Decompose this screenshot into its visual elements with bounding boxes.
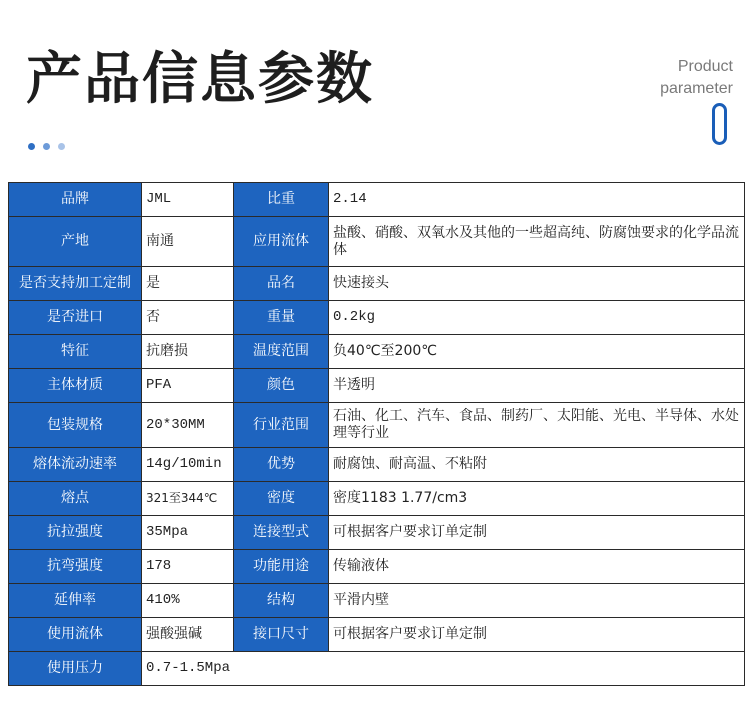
label-structure: 结构 [234,584,329,618]
value-melt-flow-rate: 14g/10min [142,448,234,482]
value-elongation: 410% [142,584,234,618]
label-temperature-range: 温度范围 [234,335,329,369]
table-row [9,482,745,516]
label-operating-pressure: 使用压力 [9,652,142,686]
label-industry-range: 行业范围 [234,403,329,448]
label-customization: 是否支持加工定制 [9,267,142,301]
page-title: 产品信息参数 [26,47,374,112]
value-operating-pressure: 0.7-1.5Mpa [142,652,745,686]
spec-table [8,182,745,686]
label-port-size: 接口尺寸 [234,618,329,652]
subtitle-line-1: Product [677,58,733,75]
value-advantage: 耐腐蚀、耐高温、不粘附 [329,448,745,482]
label-imported: 是否进口 [9,301,142,335]
table-row [9,550,745,584]
label-connection-type: 连接型式 [234,516,329,550]
value-operating-fluid: 强酸强碱 [142,618,234,652]
table-row [9,183,745,217]
value-flexural-strength: 178 [142,550,234,584]
value-melting-point: 321至344℃ [142,482,234,516]
value-weight: 0.2kg [329,301,745,335]
label-tensile-strength: 抗拉强度 [9,516,142,550]
table-row [9,369,745,403]
value-material: PFA [142,369,234,403]
label-feature: 特征 [9,335,142,369]
label-function: 功能用途 [234,550,329,584]
label-specific-gravity: 比重 [234,183,329,217]
label-origin: 产地 [9,217,142,267]
dot-3 [58,143,65,150]
subtitle-line-2: parameter [660,80,733,97]
value-function: 传输液体 [329,550,745,584]
table-row [9,267,745,301]
table-row [9,217,745,267]
value-structure: 平滑内壁 [329,584,745,618]
table-row [9,448,745,482]
label-melting-point: 熔点 [9,482,142,516]
label-operating-fluid: 使用流体 [9,618,142,652]
value-color: 半透明 [329,369,745,403]
value-feature: 抗磨损 [142,335,234,369]
table-row [9,403,745,448]
table-row [9,584,745,618]
value-application-fluid: 盐酸、硝酸、双氧水及其他的一些超高纯、防腐蚀要求的化学品流体 [329,217,745,267]
label-color: 颜色 [234,369,329,403]
label-weight: 重量 [234,301,329,335]
label-application-fluid: 应用流体 [234,217,329,267]
table-row [9,652,745,686]
label-product-name: 品名 [234,267,329,301]
value-specific-gravity: 2.14 [329,183,745,217]
value-brand: JML [142,183,234,217]
label-brand: 品牌 [9,183,142,217]
label-melt-flow-rate: 熔体流动速率 [9,448,142,482]
value-industry-range: 石油、化工、汽车、食品、制药厂、太阳能、光电、半导体、水处理等行业 [329,403,745,448]
label-packaging: 包装规格 [9,403,142,448]
value-customization: 是 [142,267,234,301]
value-temperature-range: 负40℃至200℃ [329,335,745,369]
value-port-size: 可根据客户要求订单定制 [329,618,745,652]
value-connection-type: 可根据客户要求订单定制 [329,516,745,550]
dot-2 [43,143,50,150]
value-tensile-strength: 35Mpa [142,516,234,550]
decorative-dots [28,143,65,150]
value-density: 密度1183 1.77/cm3 [329,482,745,516]
label-flexural-strength: 抗弯强度 [9,550,142,584]
label-advantage: 优势 [234,448,329,482]
accent-pill-icon [712,103,727,145]
label-elongation: 延伸率 [9,584,142,618]
value-product-name: 快速接头 [329,267,745,301]
value-imported: 否 [142,301,234,335]
table-row [9,516,745,550]
table-row [9,618,745,652]
table-row [9,335,745,369]
label-density: 密度 [234,482,329,516]
label-material: 主体材质 [9,369,142,403]
value-origin: 南通 [142,217,234,267]
value-packaging: 20*30MM [142,403,234,448]
dot-1 [28,143,35,150]
table-row [9,301,745,335]
english-subtitle [660,56,733,100]
